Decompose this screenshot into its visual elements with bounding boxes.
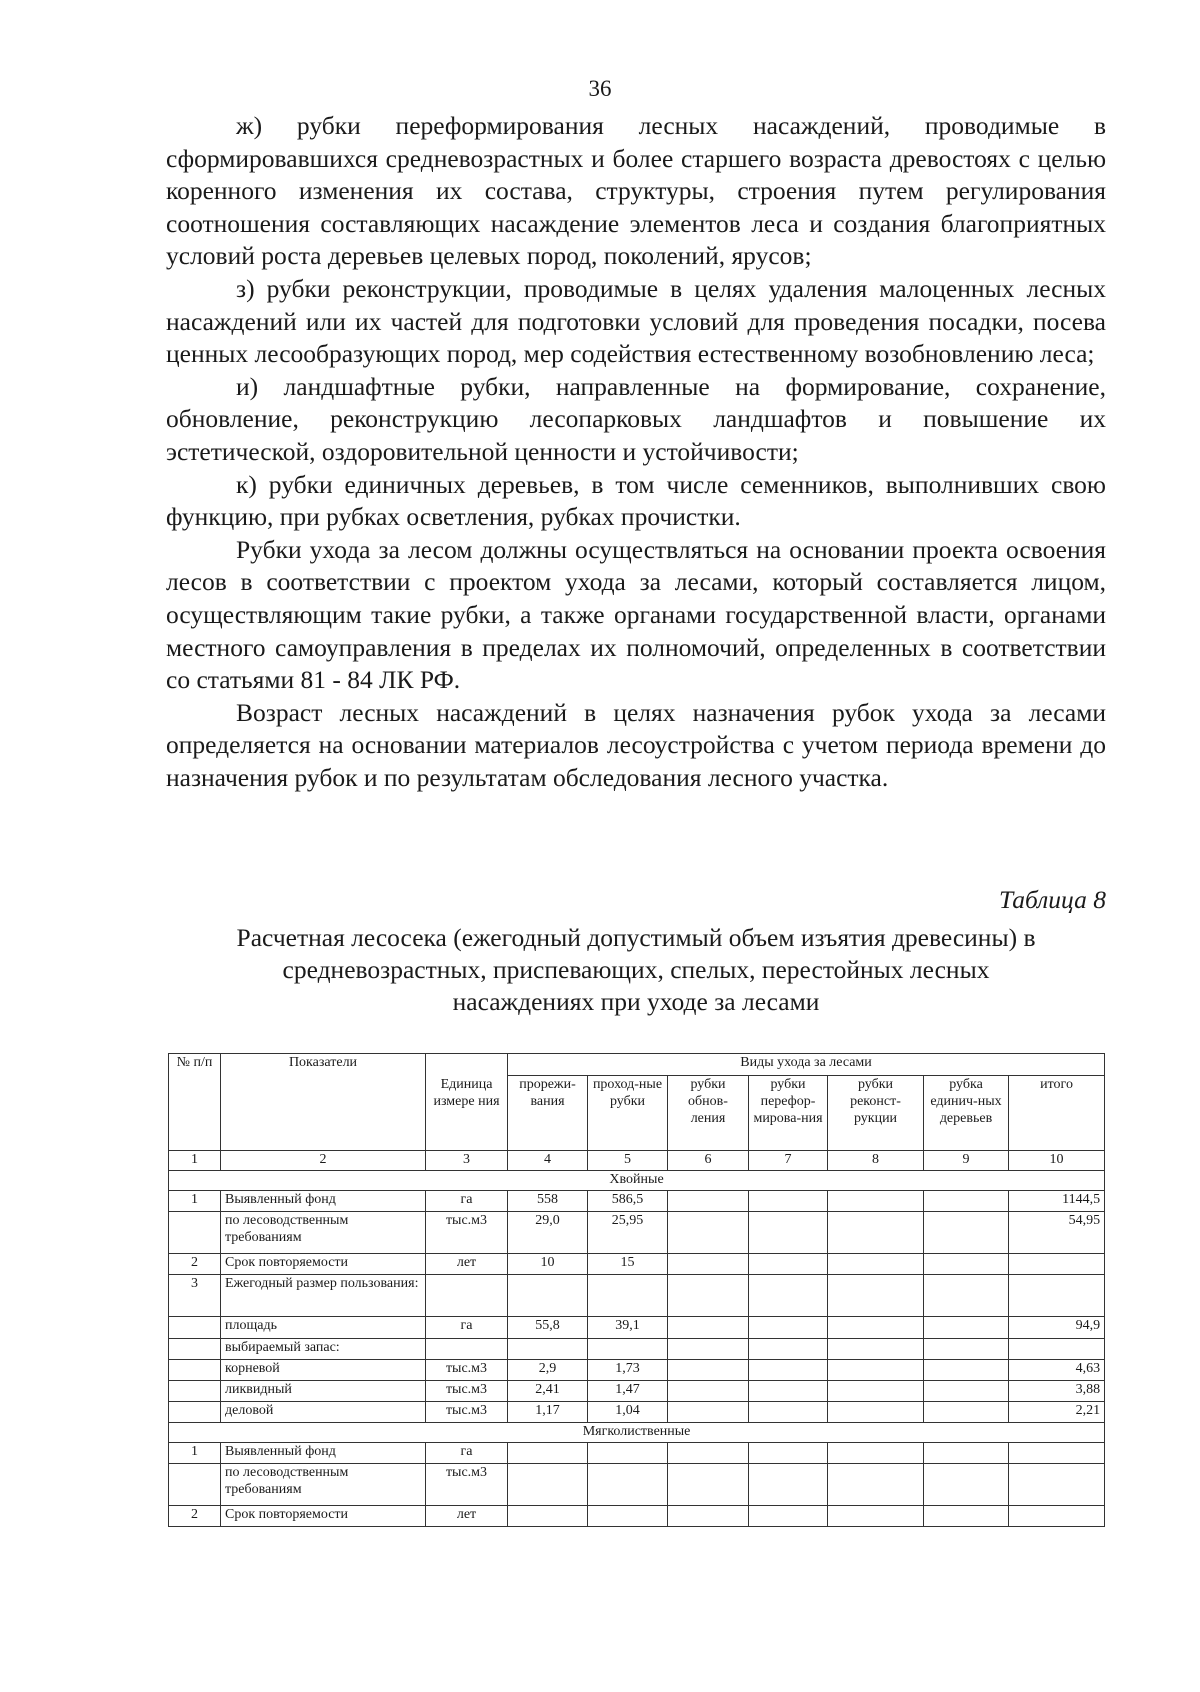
- table-cell: [588, 1339, 668, 1360]
- table-cell: [588, 1506, 668, 1527]
- table-row: [169, 1443, 1105, 1464]
- header-unit: Единица измере ния: [426, 1054, 508, 1151]
- table-cell: [828, 1254, 924, 1275]
- table-row: [169, 1402, 1105, 1423]
- table-caption: Таблица 8: [998, 885, 1106, 914]
- table-cell: [668, 1464, 749, 1506]
- table-cell: 39,1: [588, 1317, 668, 1339]
- table-cell: [828, 1443, 924, 1464]
- table-title-line: средневозрастных, приспевающих, спелых, перестойных лесных: [282, 955, 990, 984]
- table-cell: [828, 1275, 924, 1317]
- table-cell: [668, 1506, 749, 1527]
- table-cell: [588, 1464, 668, 1506]
- paragraph-project: Рубки ухода за лесом должны осуществляться на основании проекта освоения лесов в соответствии с проектом ухода за лесами, который составляется лицом, осуществляющим такие рубки, а также органами государственной власти, органами местного самоуправления в пределах их полномочий, определенных в соответствии со статьями 81 - 84 ЛК РФ.: [166, 534, 1106, 695]
- table-cell: 54,95: [1009, 1212, 1105, 1254]
- table-cell: Ежегодный размер пользования:: [221, 1275, 426, 1317]
- table-title: [166, 922, 1106, 1018]
- table-cell: Выявленный фонд: [221, 1191, 426, 1212]
- table-row: [169, 1464, 1105, 1506]
- table-cell: [668, 1275, 749, 1317]
- table-cell: 3,88: [1009, 1381, 1105, 1402]
- table-cell: [668, 1339, 749, 1360]
- page-number: 36: [588, 76, 612, 101]
- header-thinning: прорежи-вания: [508, 1076, 588, 1151]
- table-cell: [924, 1317, 1009, 1339]
- table-cell: [1009, 1339, 1105, 1360]
- table-cell: 2,41: [508, 1381, 588, 1402]
- paragraph-i: и) ландшафтные рубки, направленные на формирование, сохранение, обновление, реконструкцию лесопарковых ландшафтов и повышение их эстетической, оздоровительной ценности и устойчивости;: [166, 371, 1106, 466]
- table-cell: [749, 1464, 828, 1506]
- table-cell: тыс.м3: [426, 1212, 508, 1254]
- table-cell: [828, 1402, 924, 1423]
- table-cell: [668, 1191, 749, 1212]
- table-cell: 55,8: [508, 1317, 588, 1339]
- column-number: 6: [668, 1151, 749, 1171]
- table-cell: ликвидный: [221, 1381, 426, 1402]
- table-cell: тыс.м3: [426, 1381, 508, 1402]
- table-cell: 1144,5: [1009, 1191, 1105, 1212]
- table-cell: [828, 1506, 924, 1527]
- table-cell: 1,47: [588, 1381, 668, 1402]
- table-cell: [749, 1506, 828, 1527]
- column-number: 9: [924, 1151, 1009, 1171]
- header-indicators: Показатели: [221, 1054, 426, 1151]
- table-cell: 1: [169, 1191, 221, 1212]
- table-cell: деловой: [221, 1402, 426, 1423]
- table-cell: [924, 1254, 1009, 1275]
- table-cell: га: [426, 1191, 508, 1212]
- table-cell: га: [426, 1317, 508, 1339]
- table-cell: 1,73: [588, 1360, 668, 1381]
- table-title-line: насаждениях при уходе за лесами: [452, 987, 820, 1016]
- table-cell: [749, 1191, 828, 1212]
- table-cell: [508, 1506, 588, 1527]
- column-number: 7: [749, 1151, 828, 1171]
- table-cell: [668, 1443, 749, 1464]
- column-number: 10: [1009, 1151, 1105, 1171]
- table-cell: [588, 1275, 668, 1317]
- table-cell: [668, 1212, 749, 1254]
- table-cell: [588, 1443, 668, 1464]
- harvest-table: [168, 1053, 1105, 1527]
- table-cell: [924, 1402, 1009, 1423]
- table-cell: 94,9: [1009, 1317, 1105, 1339]
- table-cell: лет: [426, 1506, 508, 1527]
- section-title: Мягколиственные: [169, 1423, 1105, 1443]
- table-row: [169, 1212, 1105, 1254]
- table-cell: Выявленный фонд: [221, 1443, 426, 1464]
- table-cell: [924, 1506, 1009, 1527]
- table-cell: 25,95: [588, 1212, 668, 1254]
- table-cell: [749, 1402, 828, 1423]
- table-cell: 2: [169, 1506, 221, 1527]
- table-cell: [828, 1317, 924, 1339]
- table-cell: [169, 1464, 221, 1506]
- header-total: итого: [1009, 1076, 1105, 1151]
- table-cell: 586,5: [588, 1191, 668, 1212]
- header-reformation-cuts: рубки перефор-мирова-ния: [749, 1076, 828, 1151]
- table-cell: [668, 1381, 749, 1402]
- column-number: 4: [508, 1151, 588, 1171]
- table-cell: [1009, 1506, 1105, 1527]
- table-cell: тыс.м3: [426, 1402, 508, 1423]
- table-cell: 2: [169, 1254, 221, 1275]
- table-row: [169, 1381, 1105, 1402]
- table-cell: [169, 1360, 221, 1381]
- header-single-tree-cuts: рубка единич-ных деревьев: [924, 1076, 1009, 1151]
- table-cell: 558: [508, 1191, 588, 1212]
- table-cell: [749, 1443, 828, 1464]
- table-cell: [828, 1360, 924, 1381]
- table-cell: выбираемый запас:: [221, 1339, 426, 1360]
- table-cell: тыс.м3: [426, 1360, 508, 1381]
- table-cell: [508, 1339, 588, 1360]
- table-cell: тыс.м3: [426, 1464, 508, 1506]
- table-cell: [749, 1381, 828, 1402]
- column-number-row: [169, 1151, 1105, 1171]
- paragraph-k: к) рубки единичных деревьев, в том числе семенников, выполнивших свою функцию, при рубках осветления, рубках прочистки.: [166, 469, 1106, 532]
- table-cell: [169, 1402, 221, 1423]
- table-cell: по лесоводственным требованиям: [221, 1464, 426, 1506]
- paragraph-age: Возраст лесных насаждений в целях назначения рубок ухода за лесами определяется на основании материалов лесоустройства с учетом периода времени до назначения рубок и по результатам обследования лесного участка.: [166, 697, 1106, 792]
- table-cell: [426, 1275, 508, 1317]
- table-cell: [749, 1360, 828, 1381]
- table-cell: [828, 1191, 924, 1212]
- paragraph-z: з) рубки реконструкции, проводимые в целях удаления малоценных лесных насаждений или их частей для подготовки условий для проведения посадки, посева ценных лесообразующих пород, мер содействия естественному возобновлению леса;: [166, 273, 1106, 369]
- table-cell: по лесоводственным требованиям: [221, 1212, 426, 1254]
- table-cell: [749, 1212, 828, 1254]
- body-text: [166, 110, 1106, 794]
- table-cell: [169, 1381, 221, 1402]
- column-number: 8: [828, 1151, 924, 1171]
- column-number: 3: [426, 1151, 508, 1171]
- section-row: [169, 1423, 1105, 1443]
- table-cell: [924, 1275, 1009, 1317]
- table-cell: 4,63: [1009, 1360, 1105, 1381]
- table-cell: [668, 1360, 749, 1381]
- header-no: № п/п: [169, 1054, 221, 1151]
- table-cell: [668, 1254, 749, 1275]
- table-row: [169, 1254, 1105, 1275]
- table-cell: 2,21: [1009, 1402, 1105, 1423]
- table-cell: [749, 1254, 828, 1275]
- table-cell: Срок повторяемости: [221, 1254, 426, 1275]
- column-number: 1: [169, 1151, 221, 1171]
- table-body: [169, 1171, 1105, 1527]
- table-cell: [828, 1381, 924, 1402]
- table-cell: 1,04: [588, 1402, 668, 1423]
- table-cell: 3: [169, 1275, 221, 1317]
- table-cell: корневой: [221, 1360, 426, 1381]
- table-cell: [749, 1275, 828, 1317]
- table-cell: 10: [508, 1254, 588, 1275]
- table-row: [169, 1339, 1105, 1360]
- table-cell: [828, 1464, 924, 1506]
- table-cell: [924, 1212, 1009, 1254]
- table-cell: [169, 1317, 221, 1339]
- header-care-types: Виды ухода за лесами: [508, 1054, 1105, 1076]
- table-row: [169, 1317, 1105, 1339]
- section-row: [169, 1171, 1105, 1191]
- table-cell: 1: [169, 1443, 221, 1464]
- section-title: Хвойные: [169, 1171, 1105, 1191]
- table-cell: 15: [588, 1254, 668, 1275]
- table-row: [169, 1191, 1105, 1212]
- table-title-line: Расчетная лесосека (ежегодный допустимый объем изъятия древесины) в: [236, 923, 1036, 952]
- header-passage-cuts: проход-ные рубки: [588, 1076, 668, 1151]
- table-cell: [924, 1443, 1009, 1464]
- header-reconstruction-cuts: рубки реконст-рукции: [828, 1076, 924, 1151]
- table-cell: 29,0: [508, 1212, 588, 1254]
- table-cell: [924, 1381, 1009, 1402]
- table-cell: [924, 1360, 1009, 1381]
- table-cell: га: [426, 1443, 508, 1464]
- table-row: [169, 1506, 1105, 1527]
- header-renewal-cuts: рубки обнов-ления: [668, 1076, 749, 1151]
- table-cell: [1009, 1254, 1105, 1275]
- paragraph-zh: ж) рубки переформирования лесных насаждений, проводимые в сформировавшихся средневозрастных и более старшего возраста древостоях с целью коренного изменения их состава, структуры, строения путем регулирования соотношения составляющих насаждение элементов леса и создания благоприятных условий роста деревьев целевых пород, поколений, ярусов;: [166, 111, 1106, 271]
- table-cell: [828, 1339, 924, 1360]
- table-cell: [426, 1339, 508, 1360]
- table-row: [169, 1360, 1105, 1381]
- table-cell: Срок повторяемости: [221, 1506, 426, 1527]
- column-number: 5: [588, 1151, 668, 1171]
- table-cell: [508, 1464, 588, 1506]
- table-cell: [668, 1402, 749, 1423]
- table-cell: [1009, 1275, 1105, 1317]
- table-cell: [828, 1212, 924, 1254]
- table-cell: лет: [426, 1254, 508, 1275]
- table-cell: [924, 1339, 1009, 1360]
- table-cell: 2,9: [508, 1360, 588, 1381]
- column-number: 2: [221, 1151, 426, 1171]
- table-cell: [668, 1317, 749, 1339]
- table-cell: [1009, 1443, 1105, 1464]
- table-cell: [169, 1212, 221, 1254]
- table-cell: [169, 1339, 221, 1360]
- table-cell: [749, 1339, 828, 1360]
- table-cell: 1,17: [508, 1402, 588, 1423]
- table-cell: площадь: [221, 1317, 426, 1339]
- table-cell: [508, 1275, 588, 1317]
- table-cell: [924, 1464, 1009, 1506]
- table-cell: [924, 1191, 1009, 1212]
- table-cell: [1009, 1464, 1105, 1506]
- table-row: [169, 1275, 1105, 1317]
- table-cell: [749, 1317, 828, 1339]
- table-cell: [508, 1443, 588, 1464]
